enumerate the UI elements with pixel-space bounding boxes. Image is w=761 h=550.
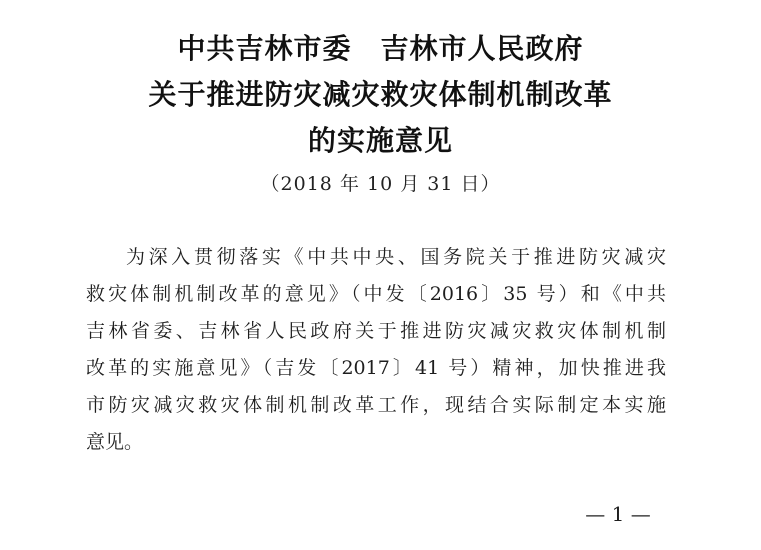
page-number: — 1 — [585,502,651,526]
body-line-6: 意见。 [86,431,144,453]
title-line-3: 的实施意见 [307,124,453,157]
title-line-2: 关于推进防灾减灾救灾体制机制改革 [148,78,613,111]
document-title [0,26,761,164]
body-paragraph [86,239,666,461]
body-line-2: 救灾体制机制改革的意见》（中发〔2016〕35 号）和《中共 [86,283,666,305]
title-line-1: 中共吉林市委 吉林市人民政府 [177,32,584,65]
body-line-1: 为深入贯彻落实《中共中央、国务院关于推进防灾减灾 [126,246,666,268]
body-line-4: 改革的实施意见》（吉发〔2017〕41 号）精神，加快推进我 [86,357,666,379]
body-line-3: 吉林省委、吉林省人民政府关于推进防灾减灾救灾体制机制 [86,320,666,342]
document-date: （2018 年 10 月 31 日） [260,173,501,195]
body-line-5: 市防灾减灾救灾体制机制改革工作，现结合实际制定本实施 [86,394,666,416]
